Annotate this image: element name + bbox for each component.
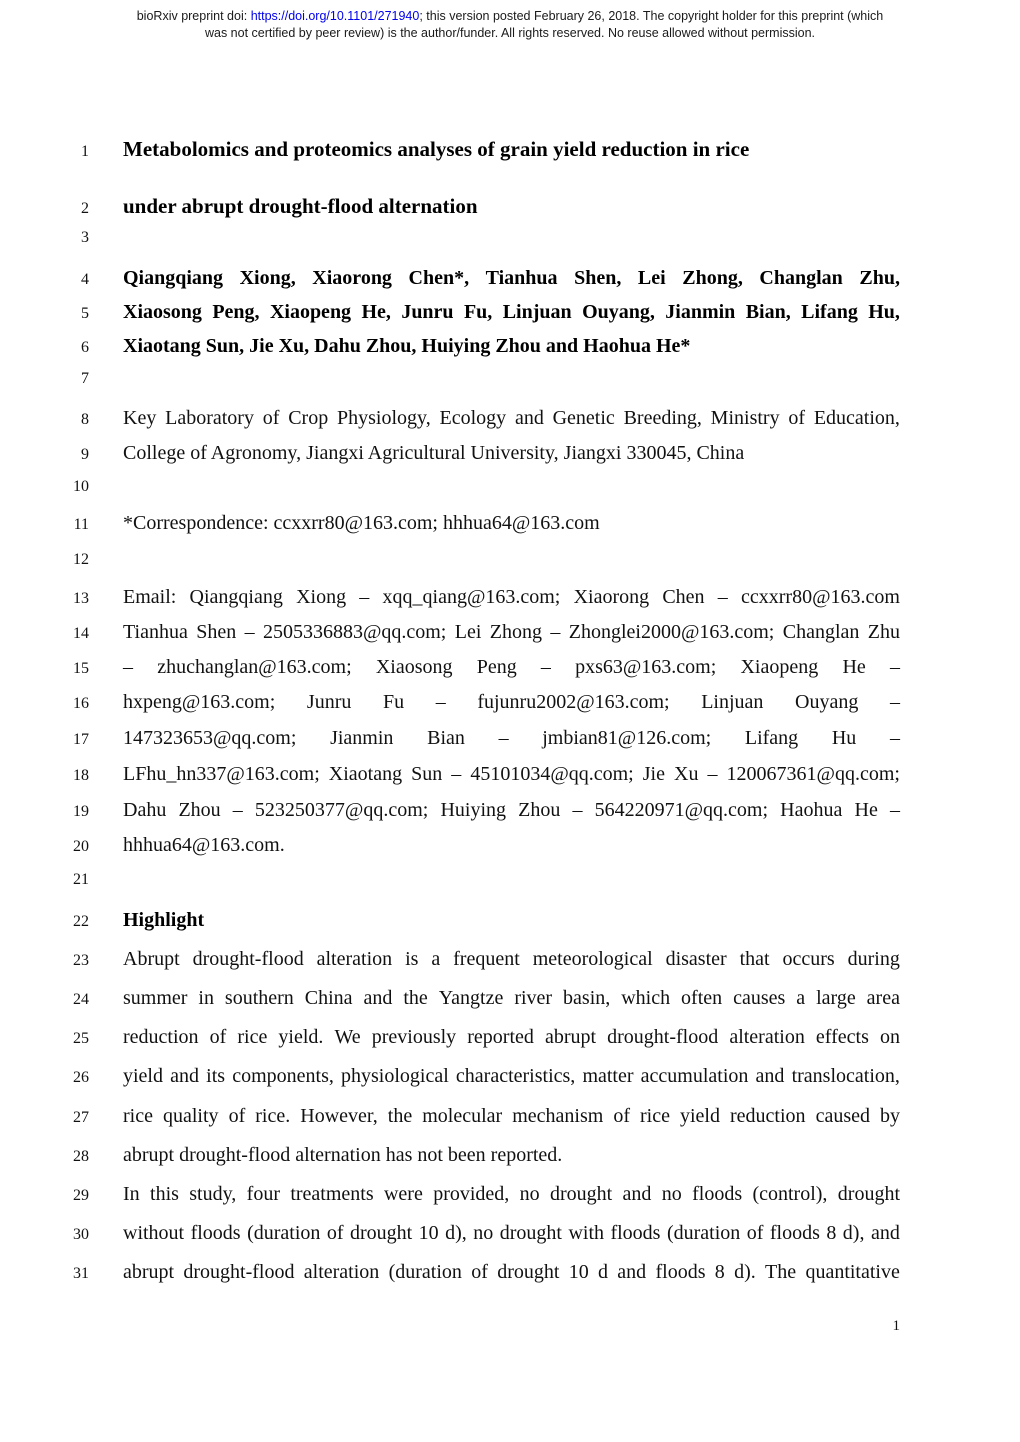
line-number: 11 [73,516,89,533]
line-text: Xiaotang Sun, Jie Xu, Dahu Zhou, Huiying Zhou and Haohua He* [123,335,691,357]
document-line [0,364,1020,394]
line-text: In this study, four treatments were provided, no drought and no floods (control), drought [123,1183,900,1205]
line-number: 13 [73,590,89,607]
line-text: reduction of rice yield. We previously reported abrupt drought-flood alteration effects on [123,1026,900,1048]
document-line [0,508,1020,538]
document-line [0,297,1020,327]
line-number: 24 [73,991,89,1008]
line-number: 29 [73,1187,89,1204]
line-number: 9 [81,446,89,463]
line-number: 15 [73,660,89,677]
line-text: – zhuchanglan@163.com; Xiaosong Peng – pxs63@163.com; Xiaopeng He – [123,656,900,678]
line-number: 19 [73,803,89,820]
document-line [0,759,1020,789]
line-number: 7 [81,370,89,387]
line-number: 6 [81,339,89,356]
document-line [0,944,1020,974]
line-text: Dahu Zhou – 523250377@qq.com; Huiying Zhou – 564220971@qq.com; Haohua He – [123,799,900,821]
line-number: 14 [73,625,89,642]
line-text: LFhu_hn337@163.com; Xiaotang Sun – 45101034@qq.com; Jie Xu – 120067361@qq.com; [123,763,900,785]
document-line [0,1179,1020,1209]
document-line [0,223,1020,253]
line-number: 10 [73,478,89,495]
document-line [0,1061,1020,1091]
document-line [0,617,1020,647]
line-number: 12 [73,551,89,568]
document-line [0,331,1020,361]
line-number: 30 [73,1226,89,1243]
preprint-header-line2: was not certified by peer review) is the author/funder. All rights reserved. No reuse allowed without permission. [204,26,816,40]
line-text: under abrupt drought-flood alternation [123,194,478,218]
line-number: 8 [81,411,89,428]
document-line [0,545,1020,575]
line-number: 26 [73,1069,89,1086]
line-text: Email: Qiangqiang Xiong – xqq_qiang@163.com; Xiaorong Chen – ccxxrr80@163.com [123,586,900,608]
line-number: 1 [81,143,89,160]
line-number: 17 [73,731,89,748]
header-doi-suffix: ; this version posted February 26, 2018. The copyright holder for this preprint (which [419,9,884,23]
line-text: abrupt drought-flood alternation has not been reported. [123,1144,563,1166]
line-text: summer in southern China and the Yangtze river basin, which often causes a large area [123,987,900,1009]
line-text: Key Laboratory of Crop Physiology, Ecology and Genetic Breeding, Ministry of Education, [123,407,900,429]
line-number: 2 [81,200,89,217]
document-line [0,403,1020,433]
document-line [0,582,1020,612]
line-text: Qiangqiang Xiong, Xiaorong Chen*, Tianhua Shen, Lei Zhong, Changlan Zhu, [123,267,900,289]
document-line [0,1218,1020,1248]
line-text: Tianhua Shen – 2505336883@qq.com; Lei Zhong – Zhonglei2000@163.com; Changlan Zhu [123,621,900,643]
document-line [0,830,1020,860]
line-text: without floods (duration of drought 10 d), no drought with floods (duration of floods 8 d), and [123,1222,900,1244]
line-text: College of Agronomy, Jiangxi Agricultural University, Jiangxi 330045, China [123,442,745,464]
line-text: hhhua64@163.com. [123,834,285,856]
document-line [0,723,1020,753]
line-text: *Correspondence: ccxxrr80@163.com; hhhua64@163.com [123,512,600,534]
line-text: Abrupt drought-flood alteration is a frequent meteorological disaster that occurs during [123,948,900,970]
line-number: 4 [81,271,89,288]
document-line [0,472,1020,502]
line-text: rice quality of rice. However, the molecular mechanism of rice yield reduction caused by [123,1105,900,1127]
document-line [0,687,1020,717]
document-line [0,905,1020,935]
line-text: 147323653@qq.com; Jianmin Bian – jmbian81@126.com; Lifang Hu – [123,727,900,749]
line-number: 22 [73,913,89,930]
line-text: yield and its components, physiological characteristics, matter accumulation and translocation, [123,1065,900,1087]
page-number: 1 [892,1318,900,1334]
doi-link[interactable]: https://doi.org/10.1101/271940 [250,9,420,23]
document-line [0,438,1020,468]
header-doi-prefix: bioRxiv preprint doi: [136,9,251,23]
line-number: 21 [73,871,89,888]
document-line [0,795,1020,825]
document-line [0,983,1020,1013]
line-text: hxpeng@163.com; Junru Fu – fujunru2002@163.com; Linjuan Ouyang – [123,691,900,713]
line-number: 20 [73,838,89,855]
line-number: 23 [73,952,89,969]
document-line [0,1140,1020,1170]
document-line [0,652,1020,682]
line-text: abrupt drought-flood alteration (duration of drought 10 d and floods 8 d). The quantitative [123,1261,900,1283]
document-line [0,191,1020,221]
line-text: Highlight [123,909,205,931]
document-line [0,1257,1020,1287]
document-line [0,865,1020,895]
line-number: 3 [81,229,89,246]
document-line [0,134,1020,164]
document-line [0,1101,1020,1131]
line-number: 16 [73,695,89,712]
line-number: 5 [81,305,89,322]
line-text: Xiaosong Peng, Xiaopeng He, Junru Fu, Linjuan Ouyang, Jianmin Bian, Lifang Hu, [123,301,900,323]
line-number: 28 [73,1148,89,1165]
document-line [0,1022,1020,1052]
document-line [0,263,1020,293]
line-number: 27 [73,1109,89,1126]
line-text: Metabolomics and proteomics analyses of grain yield reduction in rice [123,137,750,161]
line-number: 18 [73,767,89,784]
line-number: 25 [73,1030,89,1047]
line-number: 31 [73,1265,89,1282]
